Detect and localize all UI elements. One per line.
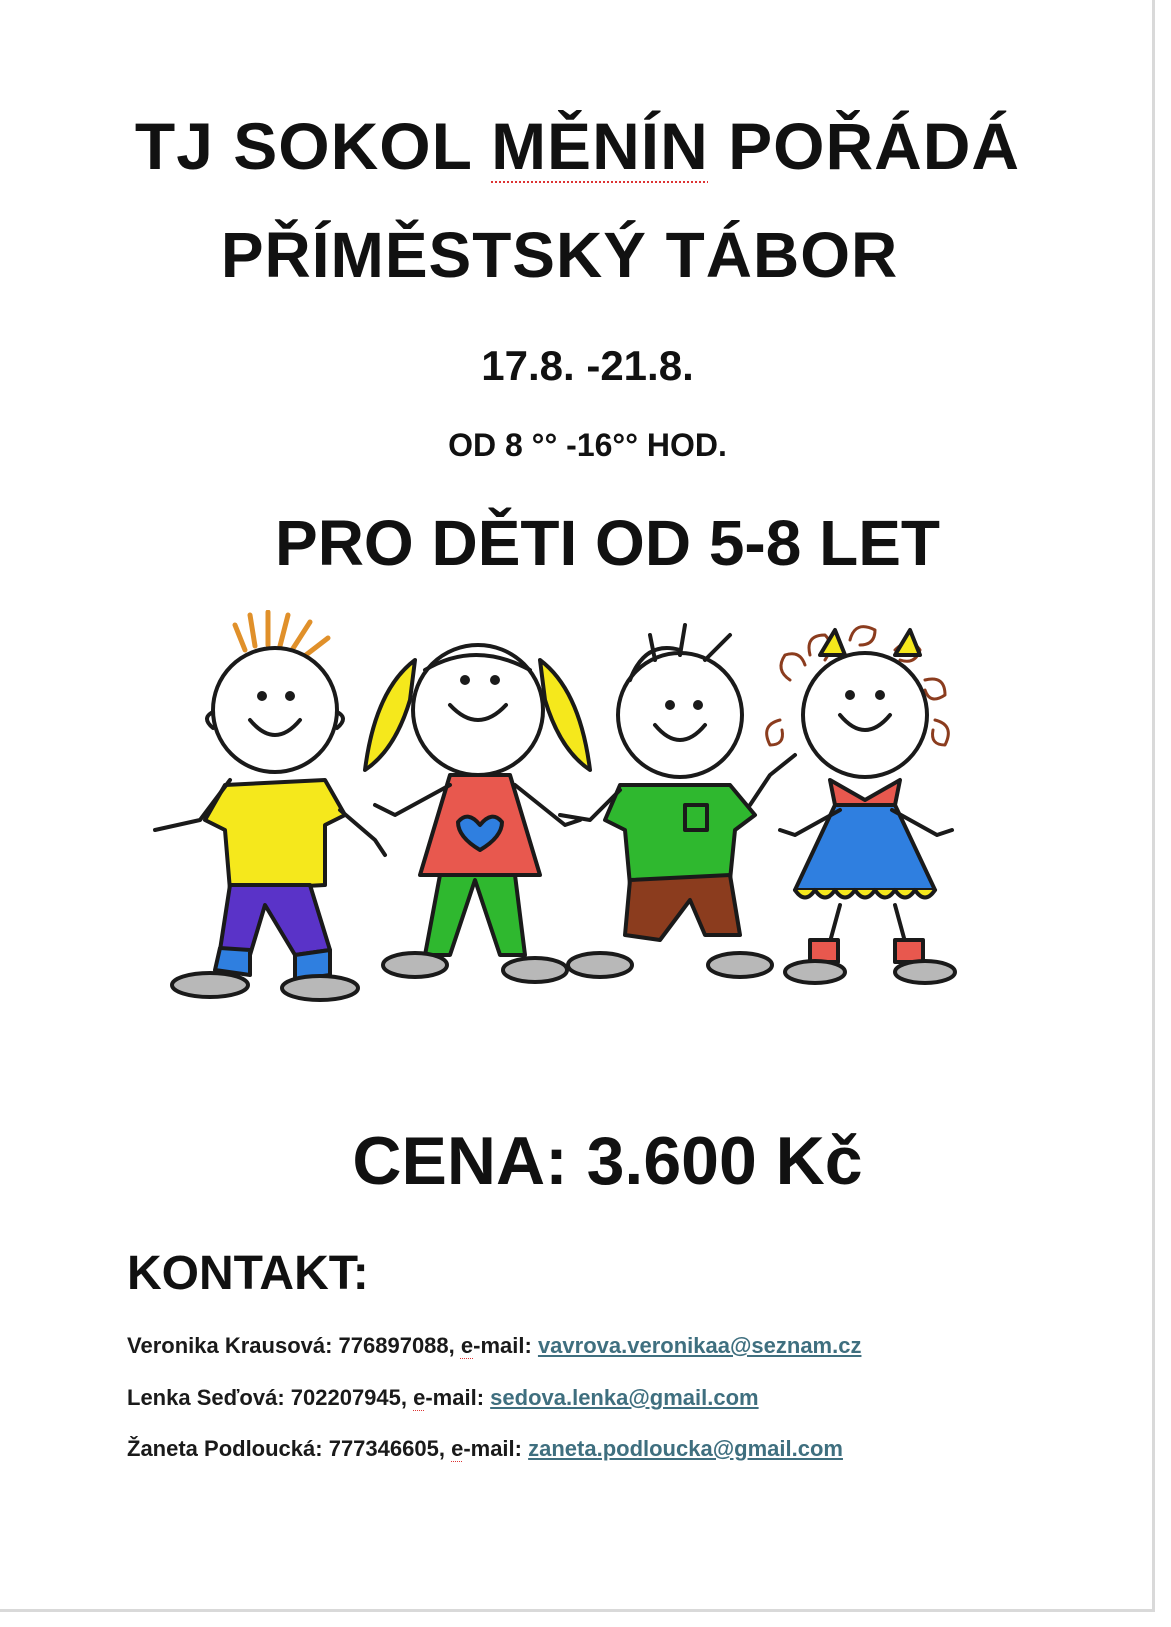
girl-blue-dress-figure <box>767 627 955 983</box>
title-suffix: POŘÁDÁ <box>708 109 1021 183</box>
camp-price: CENA: 3.600 Kč <box>352 1123 863 1199</box>
boy-green-shirt-figure <box>560 625 795 977</box>
email-label-e: e <box>460 1333 474 1358</box>
email-label: -mail: <box>463 1436 529 1461</box>
email-label-e: e <box>451 1436 464 1461</box>
four-children-drawing-icon <box>150 610 1010 1030</box>
camp-hours: OD 8 °° -16°° HOD. <box>448 427 727 463</box>
contact-row <box>127 1436 843 1462</box>
poster-title-line1 <box>0 108 1155 184</box>
email-link[interactable]: vavrova.veronikaa@seznam.cz <box>537 1333 862 1358</box>
email-label-e: e <box>413 1385 426 1410</box>
girl-yellow-pigtails-figure <box>365 645 590 982</box>
contact-heading: KONTAKT: <box>127 1247 369 1300</box>
email-link[interactable]: sedova.lenka@gmail.com <box>490 1385 759 1410</box>
age-range: PRO DĚTI OD 5-8 LET <box>275 507 940 579</box>
title-place: MĚNÍN <box>491 109 709 183</box>
title-prefix: TJ SOKOL <box>134 109 492 183</box>
poster-title-line2: PŘÍMĚSTSKÝ TÁBOR <box>220 219 899 291</box>
contact-row <box>127 1333 861 1359</box>
email-link[interactable]: zaneta.podloucka@gmail.com <box>528 1436 843 1461</box>
email-label: -mail: <box>473 1333 538 1358</box>
contact-name-phone: Veronika Krausová: 776897088, <box>127 1333 461 1358</box>
contact-name-phone: Lenka Seďová: 702207945, <box>127 1385 414 1410</box>
camp-dates: 17.8. -21.8. <box>481 342 694 389</box>
email-label: -mail: <box>425 1385 491 1410</box>
boy-yellow-shirt-figure <box>155 612 385 1000</box>
contact-row <box>127 1385 759 1411</box>
contact-name-phone: Žaneta Podloucká: 777346605, <box>127 1436 452 1461</box>
